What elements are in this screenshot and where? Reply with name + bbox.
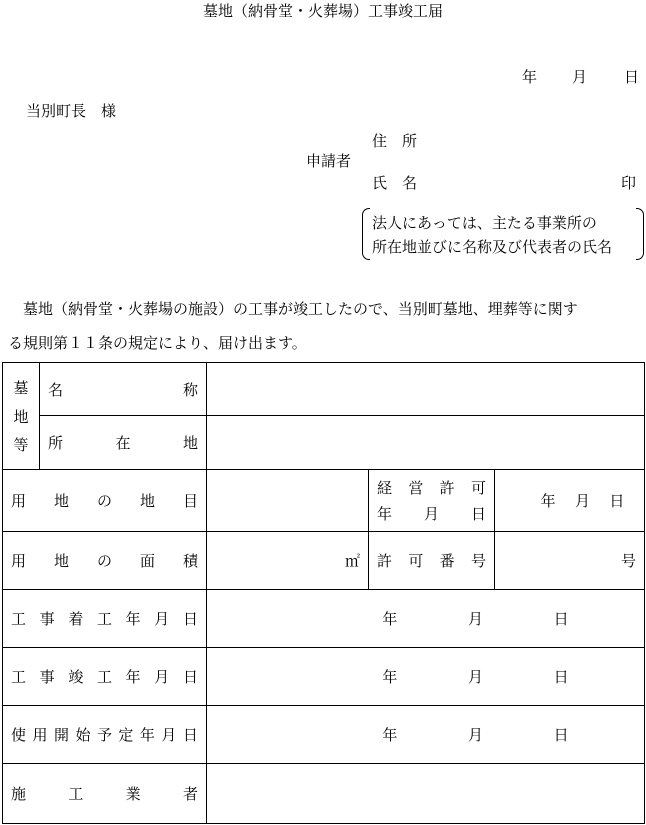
label-char: 竣: [68, 668, 84, 686]
label-char: 月: [574, 492, 590, 510]
label-char: 年: [382, 726, 398, 744]
label-char: 始: [75, 726, 91, 744]
label-char: 月: [423, 504, 439, 523]
seal-mark: 印: [621, 174, 637, 192]
label-char: 日: [553, 610, 569, 628]
table-row: [3, 470, 645, 532]
table-row: [3, 416, 645, 470]
label-char: 工: [11, 610, 27, 628]
permit-number-value[interactable]: [495, 532, 645, 590]
label-char: 地: [182, 434, 198, 452]
label-char: 予: [96, 726, 112, 744]
label-char: 年: [382, 610, 398, 628]
date-year: 年: [522, 68, 538, 86]
land-category-value[interactable]: [207, 470, 369, 532]
label-char: 許: [377, 552, 393, 570]
group-char: 等: [13, 436, 29, 454]
table-row: [3, 363, 645, 416]
label-char: 用: [32, 726, 48, 744]
label-char: 工: [11, 668, 27, 686]
date-month: 月: [572, 68, 588, 86]
area-unit: ㎡: [344, 552, 360, 570]
contractor-value[interactable]: [207, 764, 645, 824]
label-char: 者: [182, 785, 198, 803]
label-char: 工: [68, 785, 84, 803]
label-char: 施: [11, 785, 27, 803]
permit-number-label: [369, 532, 495, 590]
land-area-value[interactable]: [207, 532, 369, 590]
label-char: 工: [96, 610, 112, 628]
corporate-note: [362, 208, 644, 260]
label-char: 地: [53, 492, 69, 510]
use-start-value[interactable]: [207, 706, 645, 764]
label-char: 用: [11, 552, 27, 570]
report-table: [2, 362, 645, 824]
label-char: 着: [68, 610, 84, 628]
label-char: 営: [408, 478, 424, 497]
table-row: [3, 706, 645, 764]
table-row: [3, 764, 645, 824]
label-char: 年: [139, 726, 155, 744]
location-field-label: [40, 416, 207, 470]
label-char: 許: [439, 478, 455, 497]
label-char: 月: [468, 610, 484, 628]
label-char: 事: [39, 668, 55, 686]
corporate-note-line1: 法人にあっては、主たる事業所の: [372, 214, 597, 232]
name-field-label: [40, 363, 207, 416]
label-char: 番: [439, 552, 455, 570]
label-char: 業: [125, 785, 141, 803]
completion-date-value[interactable]: [207, 648, 645, 706]
label-char: 月: [154, 668, 170, 686]
land-category-label: [3, 470, 207, 532]
group-char: 墓: [13, 379, 29, 397]
start-date-label: [3, 590, 207, 648]
label-char: 経: [377, 478, 393, 497]
label-char: 号: [470, 552, 486, 570]
label-char: 年: [382, 668, 398, 686]
label-char: 面: [139, 552, 155, 570]
body-line2: る規則第１１条の規定により、届け出ます。: [8, 334, 307, 352]
label-char: 日: [182, 668, 198, 686]
label-char: 工: [96, 668, 112, 686]
label-char: 月: [161, 726, 177, 744]
address-label: 住 所: [372, 132, 418, 150]
label-char: 日: [182, 726, 198, 744]
addressee: 当別町長 様: [26, 102, 117, 120]
applicant-label: 申請者: [306, 152, 352, 170]
label-char: 事: [39, 610, 55, 628]
label-char: 月: [468, 668, 484, 686]
start-date-value[interactable]: [207, 590, 645, 648]
label-char: 年: [377, 504, 393, 523]
permit-date-label: [369, 470, 495, 532]
left-bracket: [362, 208, 370, 260]
document-title: 墓地（納骨堂・火葬場）工事竣工届: [202, 2, 443, 20]
label-char: 日: [553, 668, 569, 686]
label-char: 月: [154, 610, 170, 628]
name-label: 氏 名: [372, 174, 418, 192]
label-char: 使: [11, 726, 27, 744]
label-char: 月: [468, 726, 484, 744]
label-char: 日: [553, 726, 569, 744]
label-char: 日: [609, 492, 625, 510]
label-char: 名: [48, 380, 64, 399]
corporate-note-line2: 所在地並びに名称及び代表者の氏名: [372, 238, 613, 256]
label-char: 地: [139, 492, 155, 510]
permit-number-unit: 号: [621, 552, 637, 570]
label-char: 日: [182, 610, 198, 628]
completion-date-label: [3, 648, 207, 706]
label-char: 開: [53, 726, 69, 744]
label-char: 年: [125, 610, 141, 628]
label-char: 用: [11, 492, 27, 510]
label-char: 積: [182, 552, 198, 570]
contractor-label: [3, 764, 207, 824]
permit-date-value[interactable]: [495, 470, 645, 532]
label-char: 定: [118, 726, 134, 744]
label-char: 日: [470, 504, 486, 523]
cemetery-group-label: [3, 363, 40, 470]
body-line1: 墓地（納骨堂・火葬場の施設）の工事が竣工したので、当別町墓地、埋葬等に関す: [23, 300, 578, 318]
use-start-label: [3, 706, 207, 764]
label-char: 所: [48, 434, 64, 452]
table-row: [3, 648, 645, 706]
label-char: 可: [470, 478, 486, 497]
label-char: の: [96, 552, 112, 570]
label-char: 可: [408, 552, 424, 570]
name-field-value[interactable]: [207, 363, 645, 416]
label-char: 年: [540, 492, 556, 510]
label-char: の: [96, 492, 112, 510]
group-char: 地: [13, 407, 29, 426]
table-row: [3, 532, 645, 590]
location-field-value[interactable]: [207, 416, 645, 470]
date-day: 日: [624, 68, 640, 86]
land-area-label: [3, 532, 207, 590]
label-char: 地: [53, 552, 69, 570]
right-bracket: [636, 208, 644, 260]
label-char: 称: [182, 380, 198, 399]
table-row: [3, 590, 645, 648]
label-char: 年: [125, 668, 141, 686]
label-char: 目: [182, 492, 198, 510]
label-char: 在: [115, 434, 131, 452]
